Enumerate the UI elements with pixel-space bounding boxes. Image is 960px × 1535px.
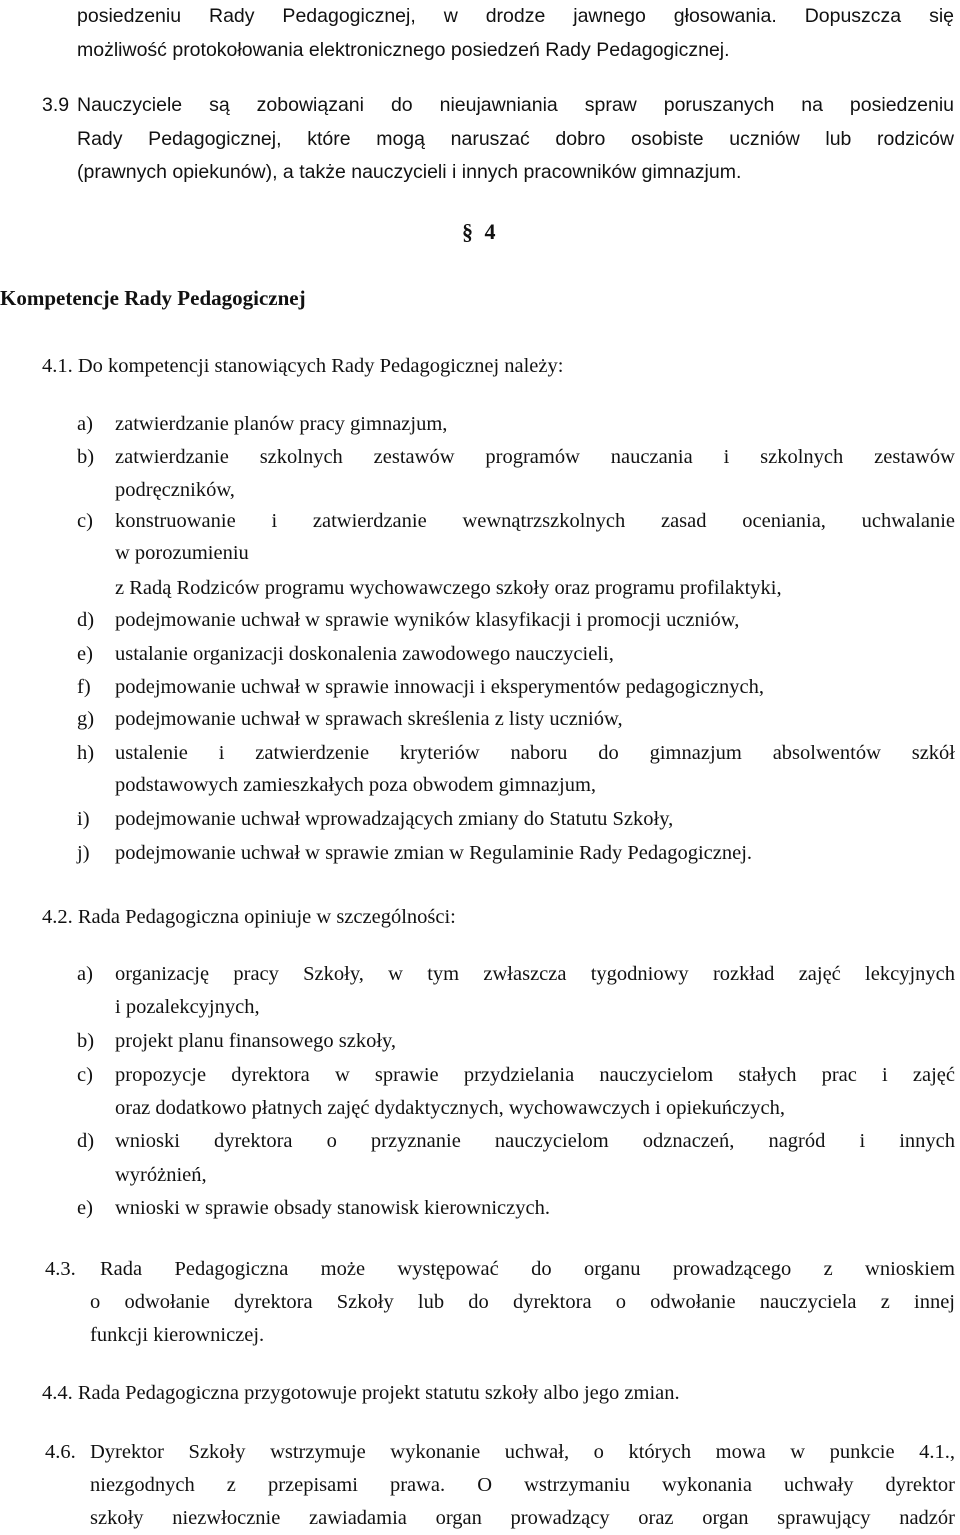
list-item-label: h) xyxy=(77,742,95,764)
list-item-line: podejmowanie uchwał w sprawie innowacji i eksperymentów pedagogicznych, xyxy=(115,676,764,698)
list-item-label: c) xyxy=(77,1064,93,1086)
p44-text: 4.4. Rada Pedagogiczna przygotowuje projekt statutu szkoły albo jego zmian. xyxy=(42,1382,680,1404)
p46-line-2: niezgodnych z przepisami prawa. O wstrzymaniu wykonania uchwały dyrektor xyxy=(90,1474,955,1496)
list-item-line: propozycje dyrektora w sprawie przydzielania nauczycielom stałych prac i zajęć xyxy=(115,1064,955,1086)
top-line-1: posiedzeniu Rady Pedagogicznej, w drodze jawnego głosowania. Dopuszcza się xyxy=(77,5,954,27)
list-item-line: podręczników, xyxy=(115,479,235,501)
list-item-line: podejmowanie uchwał w sprawach skreślenia z listy uczniów, xyxy=(115,708,623,730)
list-item-line: ustalenie i zatwierdzenie kryteriów naboru do gimnazjum absolwentów szkół xyxy=(115,742,955,764)
list-item-label: g) xyxy=(77,708,95,730)
list-item-label: b) xyxy=(77,1030,95,1052)
list-item-line: podejmowanie uchwał wprowadzających zmiany do Statutu Szkoły, xyxy=(115,808,674,830)
list-item-line: i pozalekcyjnych, xyxy=(115,996,260,1018)
list-item-line: organizację pracy Szkoły, w tym zwłaszcza tygodniowy rozkład zajęć lekcyjnych xyxy=(115,963,955,985)
list-item-line: ustalanie organizacji doskonalenia zawodowego nauczycieli, xyxy=(115,643,614,665)
top-line-2: możliwość protokołowania elektronicznego posiedzeń Rady Pedagogicznej. xyxy=(77,39,730,61)
paragraph-number-3-9: 3.9 xyxy=(42,94,70,116)
list-item-line: projekt planu finansowego szkoły, xyxy=(115,1030,397,1052)
list-item-line: wyróżnień, xyxy=(115,1164,207,1186)
list-item-line: zatwierdzanie planów pracy gimnazjum, xyxy=(115,413,448,435)
list-item-label: e) xyxy=(77,1197,93,1219)
list-item-label: a) xyxy=(77,413,93,435)
p43-line-1: Rada Pedagogiczna może występować do organu prowadzącego z wnioskiem xyxy=(100,1258,955,1280)
p39-line-1: Nauczyciele są zobowiązani do nieujawniania spraw poruszanych na posiedzeniu xyxy=(77,94,954,116)
list-item-line: podstawowych zamieszkałych poza obwodem gimnazjum, xyxy=(115,774,597,796)
p41-intro: 4.1. Do kompetencji stanowiących Rady Pedagogicznej należy: xyxy=(42,355,564,377)
section-number: 4 xyxy=(484,219,496,244)
list-item-label: b) xyxy=(77,446,95,468)
section-mark xyxy=(462,219,496,245)
list-item-label: f) xyxy=(77,676,91,698)
list-item-line: wnioski w sprawie obsady stanowisk kierowniczych. xyxy=(115,1197,550,1219)
list-item-label: j) xyxy=(77,842,90,864)
list-item-label: e) xyxy=(77,643,93,665)
list-item-line: podejmowanie uchwał w sprawie zmian w Regulaminie Rady Pedagogicznej. xyxy=(115,842,753,864)
p46-line-1: Dyrektor Szkoły wstrzymuje wykonanie uchwał, o których mowa w punkcie 4.1., xyxy=(90,1441,955,1463)
section-symbol: § xyxy=(462,219,473,244)
p39-line-2: Rady Pedagogicznej, które mogą naruszać dobro osobiste uczniów lub rodziców xyxy=(77,128,954,150)
list-item-line: z Radą Rodziców programu wychowawczego szkoły oraz programu profilaktyki, xyxy=(115,577,782,599)
list-item-line: w porozumieniu xyxy=(115,542,249,564)
paragraph-number-4-3: 4.3. xyxy=(45,1258,76,1280)
p46-line-3: szkoły niezwłocznie zawiadamia organ prowadzący oraz organ sprawujący nadzór xyxy=(90,1507,955,1529)
p43-line-2: o odwołanie dyrektora Szkoły lub do dyrektora o odwołanie nauczyciela z innej xyxy=(90,1291,955,1313)
section-heading: Kompetencje Rady Pedagogicznej xyxy=(0,286,306,310)
list-item-label: c) xyxy=(77,510,93,532)
list-item-label: d) xyxy=(77,609,95,631)
list-item-line: zatwierdzanie szkolnych zestawów programów nauczania i szkolnych zestawów xyxy=(115,446,955,468)
list-item-line: konstruowanie i zatwierdzanie wewnątrzszkolnych zasad oceniania, uchwalanie xyxy=(115,510,955,532)
list-item-line: oraz dodatkowo płatnych zajęć dydaktycznych, wychowawczych i opiekuńczych, xyxy=(115,1097,785,1119)
p42-intro: 4.2. Rada Pedagogiczna opiniuje w szczególności: xyxy=(42,906,456,928)
list-item-line: podejmowanie uchwał w sprawie wyników klasyfikacji i promocji uczniów, xyxy=(115,609,740,631)
paragraph-number-4-6: 4.6. xyxy=(45,1441,76,1463)
list-item-line: wnioski dyrektora o przyznanie nauczycielom odznaczeń, nagród i innych xyxy=(115,1130,955,1152)
list-item-label: d) xyxy=(77,1130,95,1152)
p43-line-3: funkcji kierowniczej. xyxy=(90,1324,265,1346)
p39-line-3: (prawnych opiekunów), a także nauczycieli i innych pracowników gimnazjum. xyxy=(77,161,742,183)
list-item-label: a) xyxy=(77,963,93,985)
list-item-label: i) xyxy=(77,808,90,830)
